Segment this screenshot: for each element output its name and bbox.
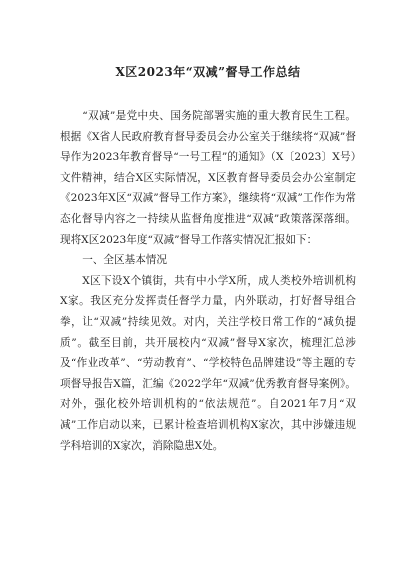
document-page bbox=[60, 64, 356, 456]
intro-paragraph: “双减”是党中央、国务院部署实施的重大教育民生工程。根据《X省人民政府教育督导委员会办公室关于继续将“双减”督导作为2023年教育督导“一号工程”的通知》（X〔2023〕X号）文件精神，结合X区实际情况，X区教育督导委员会办公室制定《2023年X区“双减”督导工作方案》，继续将“双减”工作作为常态化督导内容之一持续从监督角度推进“双减”政策落深落细。现将X区2023年度“双减”督导工作落实情况汇报如下： bbox=[60, 110, 356, 246]
document-title: X区2023年“双减”督导工作总结 bbox=[115, 65, 301, 79]
section-paragraph: X区下设X个镇街，共有中小学X所，成人类校外培训机构X家。我区充分发挥责任督学力量，内外联动，打好督导组合拳，让“双减”持续见效。对内，关注学校日常工作的“减负提质”。截至目前，共开展校内“双减”督导X家次，梳理汇总涉及“作业改革”、“劳动教育”、“学校特色品牌建设”等主题的专项督导报告X篇，汇编《2022学年“双减”优秀教育督导案例》。对外，强化校外培训机构的“依法规范”。自2021年7月“双减”工作启动以来，已累计检查培训机构X家次，其中涉嫌违规学科培训的X家次，消除隐患X处。 bbox=[60, 274, 356, 452]
section-heading: 一、全区基本情况 bbox=[82, 254, 167, 267]
